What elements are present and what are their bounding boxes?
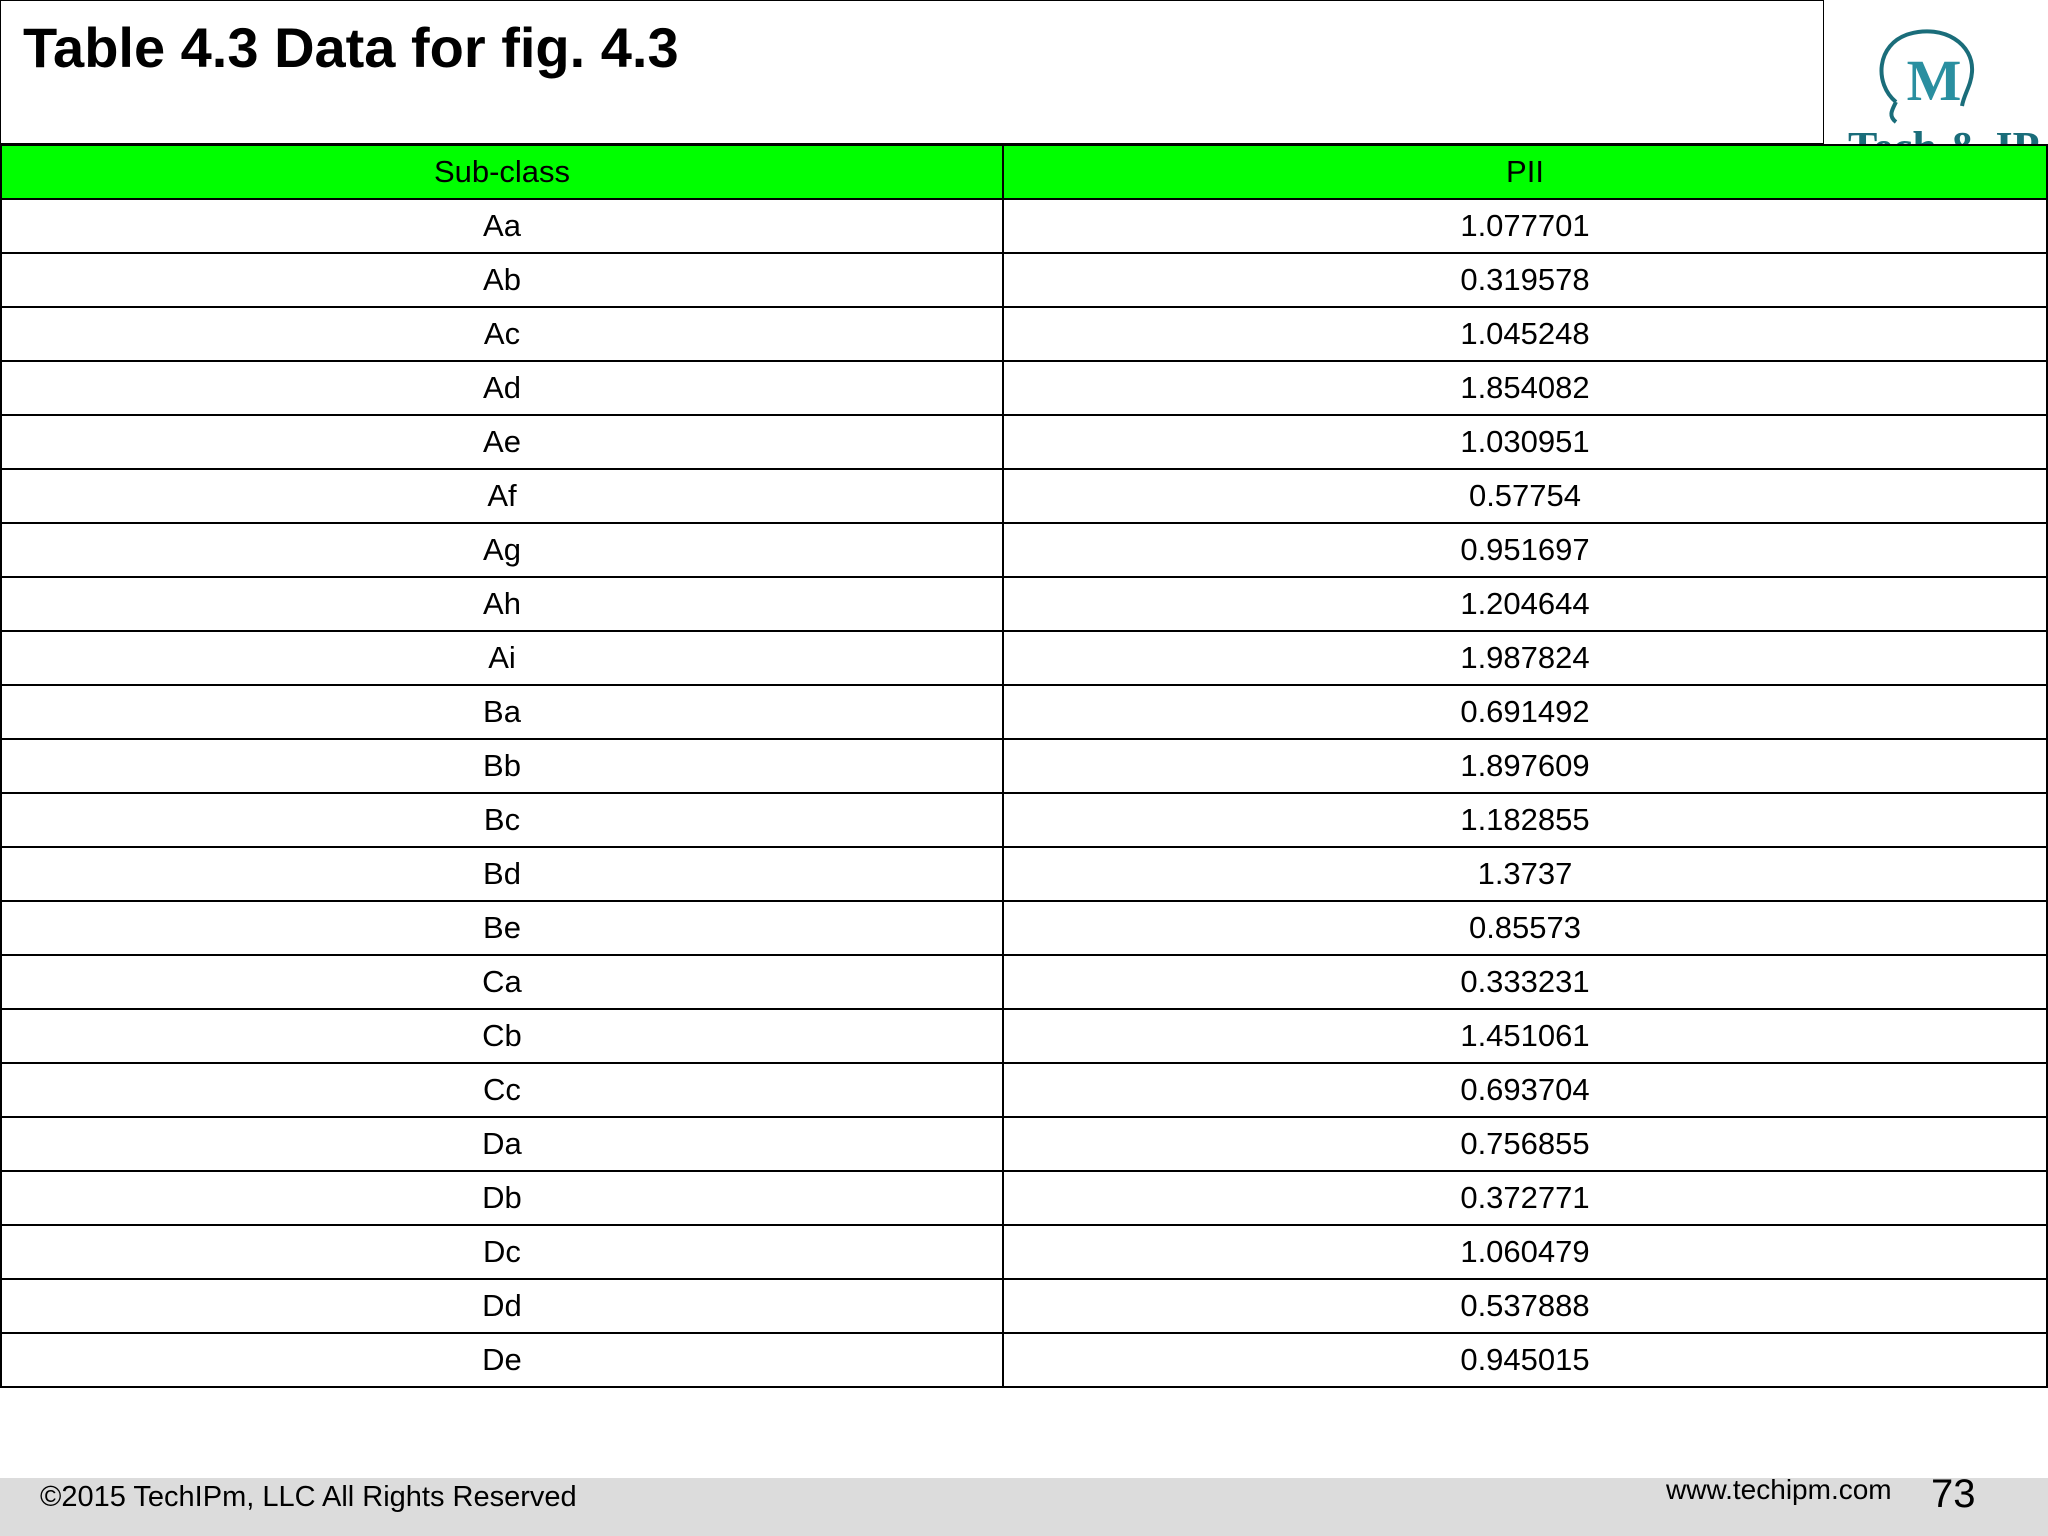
subclass-cell: Da (1, 1117, 1003, 1171)
website-link[interactable]: www.techipm.com (1666, 1474, 1892, 1505)
company-logo (1834, 14, 2044, 144)
subclass-cell: Be (1, 901, 1003, 955)
subclass-cell: Ca (1, 955, 1003, 1009)
pii-cell: 0.372771 (1003, 1171, 2047, 1225)
subclass-cell: Ba (1, 685, 1003, 739)
subclass-cell: Ag (1, 523, 1003, 577)
table-row (1, 415, 2047, 469)
table-row (1, 1009, 2047, 1063)
table-row (1, 793, 2047, 847)
pii-cell: 1.182855 (1003, 793, 2047, 847)
subclass-cell: Dd (1, 1279, 1003, 1333)
table-row (1, 739, 2047, 793)
table-row (1, 469, 2047, 523)
table-row (1, 631, 2047, 685)
pii-cell: 1.077701 (1003, 199, 2047, 253)
table-row (1, 955, 2047, 1009)
table-row (1, 1333, 2047, 1387)
subclass-cell: Ai (1, 631, 1003, 685)
table-row (1, 901, 2047, 955)
page-title: Table 4.3 Data for fig. 4.3 (23, 16, 679, 79)
pii-cell: 0.537888 (1003, 1279, 2047, 1333)
subclass-cell: Bd (1, 847, 1003, 901)
pii-cell: 0.333231 (1003, 955, 2047, 1009)
subclass-cell: Cb (1, 1009, 1003, 1063)
subclass-cell: Cc (1, 1063, 1003, 1117)
table-row (1, 253, 2047, 307)
pii-cell: 0.319578 (1003, 253, 2047, 307)
subclass-cell: Dc (1, 1225, 1003, 1279)
table-row (1, 847, 2047, 901)
pii-cell: 0.85573 (1003, 901, 2047, 955)
title-box (0, 0, 1824, 144)
subclass-cell: Af (1, 469, 1003, 523)
table-row (1, 1063, 2047, 1117)
table-row (1, 307, 2047, 361)
table-row (1, 1117, 2047, 1171)
pii-cell: 1.451061 (1003, 1009, 2047, 1063)
page-number: 73 (1931, 1472, 1976, 1516)
pii-cell: 1.897609 (1003, 739, 2047, 793)
pii-cell: 1.987824 (1003, 631, 2047, 685)
pii-cell: 1.3737 (1003, 847, 2047, 901)
pii-cell: 0.691492 (1003, 685, 2047, 739)
column-header-subclass: Sub-class (1, 145, 1003, 199)
subclass-cell: Ac (1, 307, 1003, 361)
copyright-text: ©2015 TechIPm, LLC All Rights Reserved (40, 1481, 577, 1513)
pii-cell: 0.57754 (1003, 469, 2047, 523)
table-row (1, 685, 2047, 739)
pii-cell: 0.756855 (1003, 1117, 2047, 1171)
table-row (1, 577, 2047, 631)
pii-cell: 1.045248 (1003, 307, 2047, 361)
logo-monogram: M (1906, 48, 1962, 113)
column-header-pii: PII (1003, 145, 2047, 199)
pii-cell: 1.854082 (1003, 361, 2047, 415)
subclass-cell: Bb (1, 739, 1003, 793)
subclass-cell: Aa (1, 199, 1003, 253)
subclass-cell: Ae (1, 415, 1003, 469)
table-row (1, 1225, 2047, 1279)
table-row (1, 1279, 2047, 1333)
pii-cell: 1.030951 (1003, 415, 2047, 469)
table-row (1, 199, 2047, 253)
table-row (1, 361, 2047, 415)
subclass-cell: Bc (1, 793, 1003, 847)
subclass-cell: Ad (1, 361, 1003, 415)
pii-cell: 0.951697 (1003, 523, 2047, 577)
subclass-cell: Db (1, 1171, 1003, 1225)
table-row (1, 523, 2047, 577)
subclass-cell: De (1, 1333, 1003, 1387)
pii-cell: 1.060479 (1003, 1225, 2047, 1279)
pii-cell: 0.693704 (1003, 1063, 2047, 1117)
data-table (0, 144, 2048, 1388)
subclass-cell: Ab (1, 253, 1003, 307)
subclass-cell: Ah (1, 577, 1003, 631)
pii-cell: 0.945015 (1003, 1333, 2047, 1387)
table-header-row (1, 145, 2047, 199)
pii-cell: 1.204644 (1003, 577, 2047, 631)
table-row (1, 1171, 2047, 1225)
